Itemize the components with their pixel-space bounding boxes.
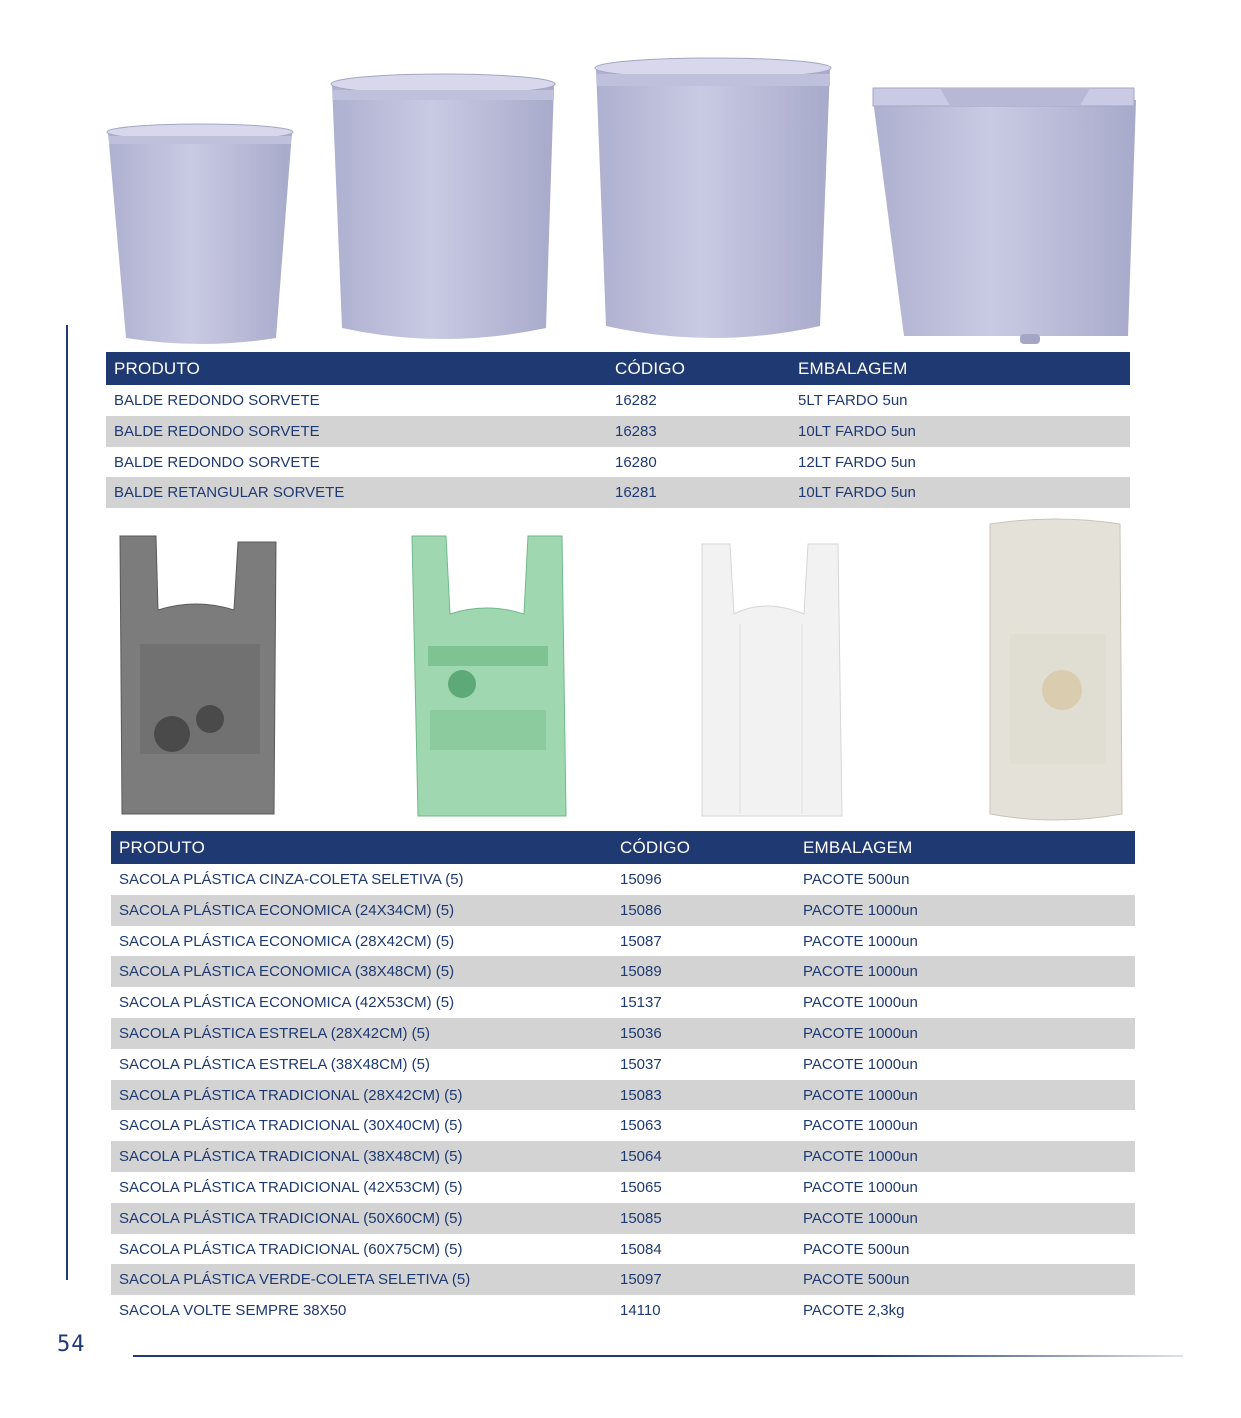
cell-embalagem: PACOTE 1000un: [803, 932, 918, 950]
cell-embalagem: PACOTE 1000un: [803, 1209, 918, 1227]
bucket-12lt-image: [595, 58, 831, 338]
buckets-table: [106, 352, 1130, 508]
bucket-photos: [100, 44, 1140, 350]
page-number: 54: [57, 1332, 86, 1357]
bag-photos: [110, 514, 1140, 824]
cell-embalagem: PACOTE 1000un: [803, 1086, 918, 1104]
cell-codigo: 15084: [620, 1240, 662, 1258]
cell-produto: BALDE REDONDO SORVETE: [114, 453, 320, 471]
header-embalagem: EMBALAGEM: [798, 359, 908, 378]
cell-produto: SACOLA PLÁSTICA TRADICIONAL (30X40CM) (5): [119, 1117, 463, 1135]
cell-codigo: 15065: [620, 1178, 662, 1196]
cell-codigo: 15037: [620, 1055, 662, 1073]
cell-codigo: 15087: [620, 932, 662, 950]
bucket-rectangular-image: [873, 88, 1136, 344]
cell-embalagem: PACOTE 500un: [803, 1271, 910, 1289]
bag-gray-image: [120, 536, 276, 814]
bucket-10lt-image: [331, 74, 555, 339]
cell-embalagem: PACOTE 1000un: [803, 1148, 918, 1166]
cell-codigo: 16282: [615, 392, 657, 409]
cell-embalagem: 5LT FARDO 5un: [798, 392, 908, 409]
table-header: [106, 352, 1130, 385]
table-row: [106, 385, 1130, 416]
table-row: [111, 1295, 1135, 1326]
table-row: [111, 1264, 1135, 1295]
table-row: [111, 1203, 1135, 1234]
header-codigo: CÓDIGO: [615, 359, 686, 378]
table-row: [111, 1110, 1135, 1141]
cell-codigo: 15097: [620, 1271, 662, 1289]
cell-codigo: 15036: [620, 1024, 662, 1042]
cell-produto: SACOLA PLÁSTICA VERDE-COLETA SELETIVA (5): [119, 1271, 471, 1289]
side-rule: [66, 325, 68, 1280]
table-row: [111, 987, 1135, 1018]
table-row: [111, 1018, 1135, 1049]
cell-embalagem: PACOTE 2,3kg: [803, 1302, 905, 1320]
bag-package-image: [990, 519, 1122, 820]
bag-green-image: [412, 536, 566, 816]
table-row: [106, 416, 1130, 447]
table-row: [106, 447, 1130, 478]
table-row: [111, 1172, 1135, 1203]
cell-codigo: 15089: [620, 963, 662, 981]
table-row: [111, 1141, 1135, 1172]
bottom-rule: [133, 1355, 1183, 1357]
header-produto: PRODUTO: [119, 838, 206, 857]
cell-produto: BALDE REDONDO SORVETE: [114, 422, 320, 440]
cell-embalagem: 10LT FARDO 5un: [798, 422, 916, 440]
cell-codigo: 15096: [620, 871, 662, 888]
table-row: [111, 895, 1135, 926]
cell-codigo: 14110: [620, 1302, 661, 1320]
cell-produto: SACOLA PLÁSTICA ECONOMICA (28X42CM) (5): [119, 932, 455, 950]
cell-codigo: 15137: [620, 994, 662, 1012]
table-row: [111, 1234, 1135, 1265]
cell-produto: SACOLA PLÁSTICA TRADICIONAL (28X42CM) (5): [119, 1086, 463, 1104]
cell-codigo: 15086: [620, 901, 662, 919]
cell-embalagem: PACOTE 1000un: [803, 1055, 918, 1073]
cell-produto: SACOLA PLÁSTICA TRADICIONAL (42X53CM) (5): [119, 1178, 463, 1196]
header-codigo: CÓDIGO: [620, 838, 691, 857]
cell-embalagem: PACOTE 1000un: [803, 1178, 918, 1196]
cell-produto: BALDE RETANGULAR SORVETE: [114, 484, 345, 502]
bag-white-image: [702, 544, 842, 816]
table-header: [111, 831, 1135, 864]
cell-embalagem: 12LT FARDO 5un: [798, 453, 916, 471]
cell-embalagem: PACOTE 500un: [803, 1240, 910, 1258]
cell-produto: SACOLA PLÁSTICA TRADICIONAL (60X75CM) (5): [119, 1240, 463, 1258]
cell-embalagem: PACOTE 1000un: [803, 994, 918, 1012]
header-produto: PRODUTO: [114, 359, 201, 378]
cell-embalagem: PACOTE 1000un: [803, 1117, 918, 1135]
header-embalagem: EMBALAGEM: [803, 838, 913, 857]
cell-embalagem: PACOTE 1000un: [803, 1024, 918, 1042]
bucket-5lt-image: [107, 124, 293, 344]
bags-table: [111, 831, 1135, 1326]
cell-produto: SACOLA PLÁSTICA CINZA-COLETA SELETIVA (5): [119, 871, 464, 888]
cell-produto: SACOLA PLÁSTICA TRADICIONAL (38X48CM) (5): [119, 1148, 463, 1166]
cell-produto: SACOLA PLÁSTICA TRADICIONAL (50X60CM) (5): [119, 1209, 463, 1227]
cell-embalagem: PACOTE 500un: [803, 871, 910, 888]
cell-produto: SACOLA PLÁSTICA ESTRELA (38X48CM) (5): [119, 1055, 430, 1073]
cell-codigo: 15085: [620, 1209, 662, 1227]
cell-produto: SACOLA PLÁSTICA ECONOMICA (42X53CM) (5): [119, 994, 455, 1012]
cell-codigo: 15063: [620, 1117, 662, 1135]
cell-produto: BALDE REDONDO SORVETE: [114, 392, 320, 409]
table-row: [111, 1049, 1135, 1080]
table-row: [111, 1080, 1135, 1111]
cell-codigo: 15064: [620, 1148, 662, 1166]
cell-produto: SACOLA PLÁSTICA ECONOMICA (24X34CM) (5): [119, 901, 455, 919]
table-row: [111, 956, 1135, 987]
cell-codigo: 16283: [615, 422, 657, 440]
cell-produto: SACOLA PLÁSTICA ESTRELA (28X42CM) (5): [119, 1024, 430, 1042]
cell-produto: SACOLA PLÁSTICA ECONOMICA (38X48CM) (5): [119, 963, 455, 981]
cell-codigo: 15083: [620, 1086, 662, 1104]
table-row: [111, 864, 1135, 895]
cell-embalagem: PACOTE 1000un: [803, 901, 918, 919]
cell-embalagem: PACOTE 1000un: [803, 963, 918, 981]
table-row: [111, 926, 1135, 957]
table-row: [106, 477, 1130, 508]
cell-embalagem: 10LT FARDO 5un: [798, 484, 916, 502]
cell-produto: SACOLA VOLTE SEMPRE 38X50: [119, 1302, 347, 1320]
cell-codigo: 16280: [615, 453, 657, 471]
cell-codigo: 16281: [615, 484, 657, 502]
